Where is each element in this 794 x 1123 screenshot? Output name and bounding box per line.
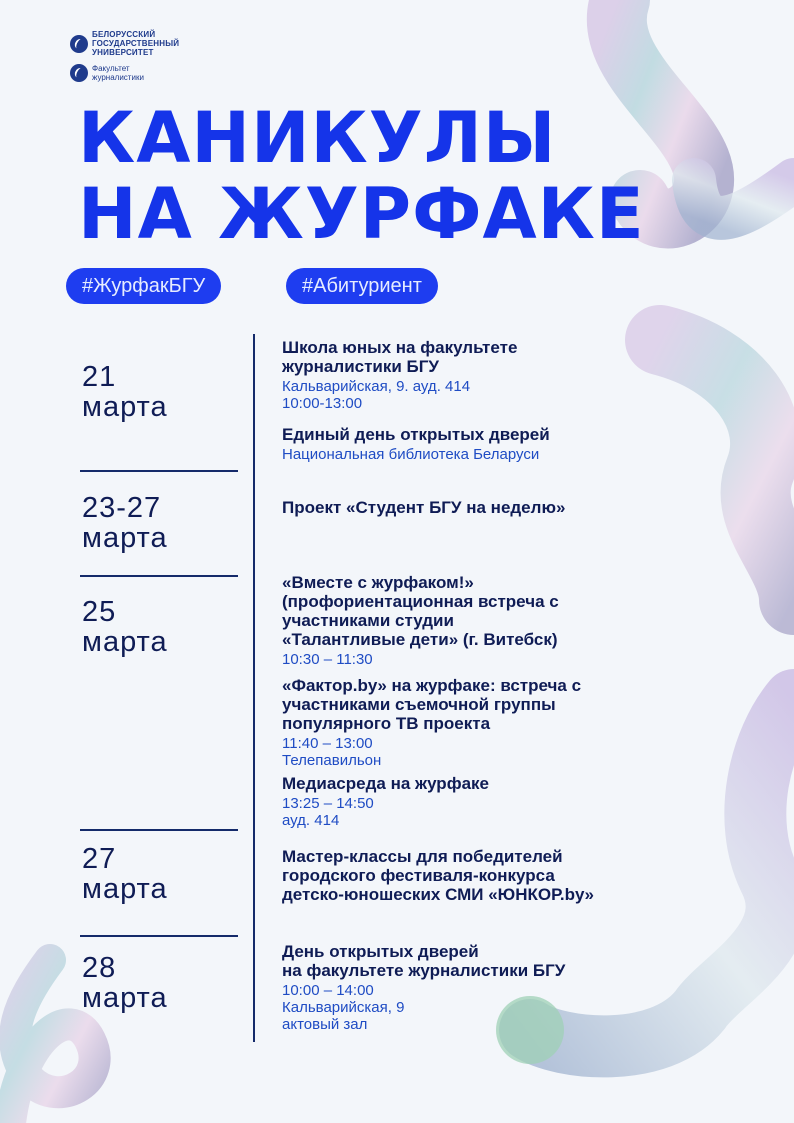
event-title: Школа юных на факультете журналистики БГУ: [282, 338, 518, 376]
event-meta: 10:00 – 14:00 Кальварийская, 9 актовый зал: [282, 982, 405, 1033]
university-name: БЕЛОРУССКИЙ ГОСУДАРСТВЕННЫЙ УНИВЕРСИТЕТ: [92, 30, 180, 57]
event-mediasreda: [282, 774, 782, 829]
date-month: марта: [82, 522, 168, 554]
event-master-classes: [282, 847, 782, 904]
event-open-day-library: [282, 425, 782, 463]
feather-icon: [70, 35, 88, 53]
event-together-with-journfak: [282, 573, 782, 668]
event-title: День открытых дверей на факультете журналистики БГУ: [282, 942, 566, 980]
hashtag-applicant: #Абитуриент: [286, 268, 438, 304]
hashtag-journfak: #ЖурфакБГУ: [66, 268, 221, 304]
date-27: [82, 844, 168, 904]
event-title: «Вместе с журфаком!» (профориентационная встреча с участниками студии «Талантливые дети» (г. Витебск): [282, 573, 559, 649]
row-separator: [80, 575, 238, 577]
date-month: марта: [82, 873, 168, 905]
event-title: Единый день открытых дверей: [282, 425, 550, 444]
date-day: 27: [82, 843, 117, 875]
faculty-logo: [70, 64, 144, 82]
date-25: [82, 597, 168, 657]
date-21: [82, 362, 168, 422]
event-title: Проект «Студент БГУ на неделю»: [282, 498, 566, 517]
date-28: [82, 953, 168, 1013]
event-meta: 13:25 – 14:50 ауд. 414: [282, 795, 374, 829]
date-day: 21: [82, 361, 117, 393]
event-factor-by: [282, 676, 782, 769]
date-day: 25: [82, 596, 117, 628]
event-meta: Кальварийская, 9. ауд. 414 10:00-13:00: [282, 378, 471, 412]
date-month: марта: [82, 626, 168, 658]
page-title: КАНИКУЛЫ НА ЖУРФАКЕ: [78, 97, 645, 255]
event-title: Мастер-классы для победителей городского фестиваля-конкурса детско-юношеских СМИ «ЮНКОР.by»: [282, 847, 594, 904]
date-month: марта: [82, 982, 168, 1014]
faculty-name: Факультет журналистики: [92, 64, 144, 82]
event-open-day-faculty: [282, 942, 782, 1033]
date-day: 23-27: [82, 492, 162, 524]
event-title: Медиасреда на журфаке: [282, 774, 489, 793]
date-month: марта: [82, 391, 168, 423]
event-meta: 11:40 – 13:00 Телепавильон: [282, 735, 382, 769]
date-23-27: [82, 493, 168, 553]
row-separator: [80, 470, 238, 472]
university-logo: [70, 30, 179, 57]
event-meta: Национальная библиотека Беларуси: [282, 446, 540, 463]
event-young-school: [282, 338, 782, 412]
row-separator: [80, 935, 238, 937]
leaf-icon: [70, 64, 88, 82]
event-meta: 10:30 – 11:30: [282, 651, 373, 668]
row-separator: [80, 829, 238, 831]
schedule-divider: [253, 334, 255, 1042]
event-student-for-week: [282, 498, 782, 517]
event-title: «Фактор.by» на журфаке: встреча с участниками съемочной группы популярного ТВ проекта: [282, 676, 582, 733]
date-day: 28: [82, 952, 117, 984]
